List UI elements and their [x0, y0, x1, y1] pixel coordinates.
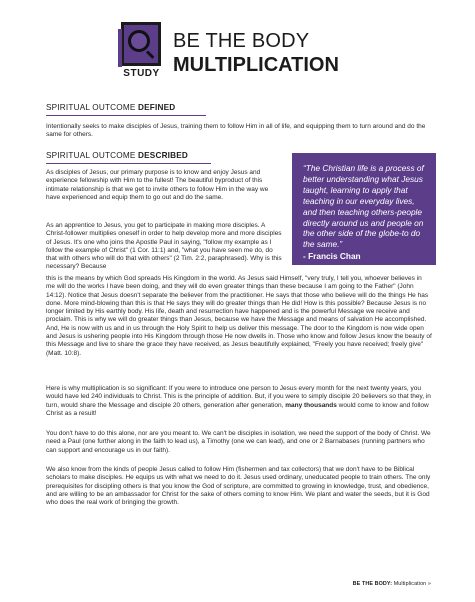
study-logo [118, 22, 165, 82]
magnifying-glass-icon [128, 30, 150, 52]
section-divider [46, 115, 206, 116]
quote-text: “The Christian life is a process of better understanding what Jesus taught, learning to apply that teaching in our everyday lives, and then teaching others-people directly around us and people on the other side of the globe-to do the same.” [303, 163, 424, 250]
page-footer [353, 581, 431, 587]
paragraph-2-narrow: As an apprentice to Jesus, you get to participate in making more disciples. A Christ-follower multiplies oneself in order to help develop more and more disciples of Jesus. It's one who joins the Apostle Paul in saying, "follow my example as I follow the example of Christ" (1 Cor. 11:1) and, "what you have seen me do, do that with others who will do that with others" (2 Tim. 2:2, paraphrased). Why is this necessary? Because [46, 222, 282, 271]
paragraph-1: As disciples of Jesus, our primary purpose is to know and enjoy Jesus and experience fellowship with Him to the fullest! The beautiful byproduct of this intimate relationship is that we get to invite others to follow Him in the way we have experienced and equip them to go out and do the same. [46, 169, 269, 201]
page-mark: » [427, 581, 431, 587]
heading-plain: SPIRITUAL OUTCOME [46, 103, 139, 112]
paragraph-2-wide: this is the means by which God spreads His Kingdom in the world. As Jesus said Himself, "very truly, I tell you, whoever believes in me will do the works I have been doing, and they will do even greater things than these because I am going to the Father" (John 14:12). Notice that Jesus doesn't separate the believer from the practitioner. He says that those who believe will do the things He has done. More mind-blowing than this is that He says they will do greater things than He did! How is this possible? Because Jesus is no longer limited by His earthly body. His life, death and resurrection have happened and is the powerful Message we receive and proclaim. This is why we will do greater things than Jesus, because we have the Message and means of salvation He accomplished. And, He is now with us and in us through the Holy Spirit to help us deliver this message. The door to the Kingdom is now wide open and Jesus is ushering people into His Kingdom through those He now dwells in. Those who know and follow Jesus know the beauty of this Message and live to share the grace they have received, as Jesus beautifully explained, "Freely you have received; freely give" (Matt. 10:8). [46, 275, 432, 357]
section-divider [46, 163, 211, 164]
pull-quote [292, 153, 436, 265]
paragraph-5: We also know from the kinds of people Jesus called to follow Him (fishermen and tax collectors) that we don't have to be Biblical scholars to make disciples. He equips us with what we need to do it. Jesus used ordinary, uneducated people to train others. The only prerequisites for discipling others is that you know the God of scripture, are committed to growing in knowledge, trust, and obedience, and are willing to be an ambassador for Christ for the sake of others coming to know Him. We plant and water the seeds, but it is God who does the real work of bringing the growth. [46, 466, 431, 507]
defined-paragraph: Intentionally seeks to make disciples of Jesus, training them to follow Him in all of life, and equipping them to turn around and do the same for others. [46, 123, 426, 139]
heading-bold: DESCRIBED [138, 151, 189, 160]
paragraph-3-text: Here is why multiplication is so significant: If you were to introduce one person to Jesus every month for the next twenty years, you would have led 240 individuals to Christ. This is the principle of addition. But, if you were to simply disciple 20 believers so that they, in turn, would share the Message and disciple 20 others, generation after generation, [46, 385, 431, 409]
footer-text: Multiplication [392, 581, 427, 587]
paragraph-3-emphasis: many thousands [285, 401, 337, 409]
footer-bold: BE THE BODY: [352, 581, 393, 587]
page-header [118, 22, 378, 82]
page-title-line-2: MULTIPLICATION [173, 54, 339, 76]
section-heading-described [46, 151, 188, 160]
page-title-line-1: BE THE BODY [173, 30, 310, 52]
paragraph-3-text-end: would come to know and follow Christ as a result! [46, 401, 429, 417]
section-heading-defined [46, 103, 175, 112]
paragraph-3 [46, 385, 432, 418]
heading-bold: DEFINED [138, 103, 176, 112]
quote-author: - Francis Chan [303, 251, 361, 262]
heading-plain: SPIRITUAL OUTCOME [46, 151, 139, 160]
paragraph-4: You don't have to do this alone, nor are you meant to. We can't be disciples in isolation, we need the support of the body of Christ. We need a Paul (one further along in the faith to lead us), a Timothy (one we can lead), and one or 2 Barnabases (running partners who can support and encourage us in our faith). [46, 430, 431, 454]
logo-label: STUDY [123, 68, 160, 79]
